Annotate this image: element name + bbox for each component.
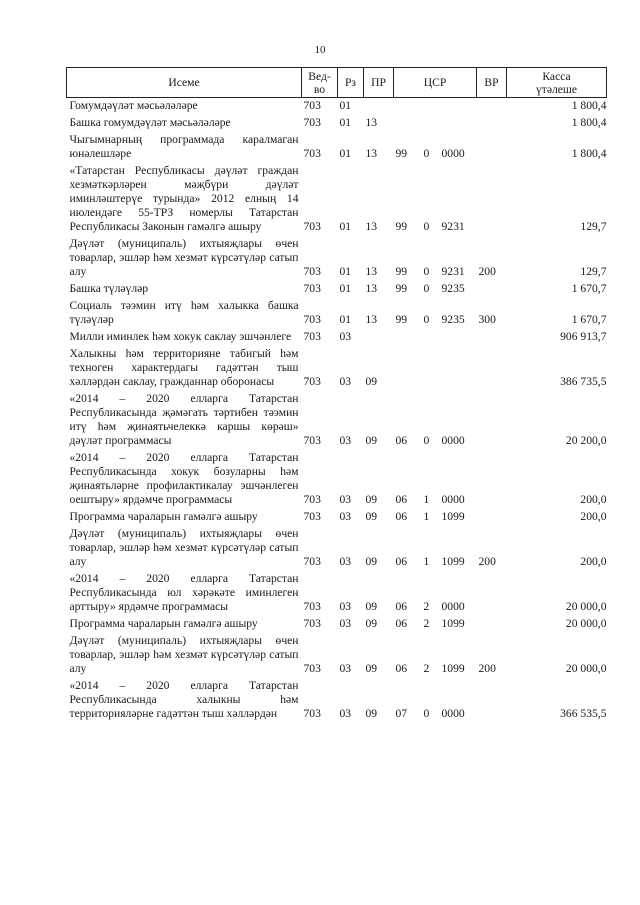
row-csr-subprogram: 0 [423, 220, 430, 233]
row-csr-subprogram: 1 [423, 493, 430, 506]
row-rz: 01 [339, 282, 352, 295]
row-name: Милли иминлек һәм хокук саклау эшчәнлеге [69, 330, 292, 343]
row-ved: 703 [303, 330, 321, 343]
row-name: Башка түләүләр [69, 282, 149, 295]
row-csr-program: 07 [395, 707, 408, 720]
row-rz: 03 [339, 662, 352, 675]
row-name: Программа чараларын гамәлгә ашыру [69, 510, 258, 523]
row-vr [477, 98, 507, 117]
row-csr-subprogram: 1 [423, 555, 430, 568]
row-csr-program [394, 98, 422, 117]
row-csr-subprogram: 2 [423, 617, 430, 630]
row-csr-program: 06 [395, 434, 408, 447]
row-vr [477, 282, 507, 299]
row-rz: 03 [339, 600, 352, 613]
row-rz: 03 [339, 510, 352, 523]
row-pr: 09 [365, 434, 378, 447]
row-csr-subprogram: 0 [423, 147, 430, 160]
row-ved: 703 [303, 99, 321, 112]
header-vr: ВР [477, 68, 507, 98]
row-csr-subprogram: 2 [423, 600, 430, 613]
row-rz: 01 [339, 265, 352, 278]
table-row [67, 679, 607, 724]
table-row [67, 617, 607, 634]
row-csr-direction [440, 347, 477, 392]
row-sum: 200,0 [580, 555, 607, 568]
row-sum: 1 670,7 [571, 313, 607, 326]
table-row [67, 330, 607, 347]
row-sum: 20 200,0 [565, 434, 607, 447]
row-csr-direction: 9235 [441, 313, 465, 326]
row-ved: 703 [303, 265, 321, 278]
row-rz: 01 [339, 313, 352, 326]
row-rz: 03 [339, 493, 352, 506]
row-sum: 386 735,5 [560, 375, 607, 388]
row-ved: 703 [303, 147, 321, 160]
row-sum: 906 913,7 [560, 330, 607, 343]
row-vr [477, 451, 507, 510]
row-name: «2014 – 2020 елларга Татарстан Республикасында халыкны һәм территорияләрне гадәттән тыш хәлләрдән [69, 679, 299, 720]
row-csr-direction [440, 98, 477, 117]
row-ved: 703 [303, 617, 321, 630]
page-number: 10 [314, 44, 326, 56]
row-csr-program: 06 [395, 662, 408, 675]
row-csr-subprogram [422, 116, 440, 133]
row-ved: 703 [303, 375, 321, 388]
row-sum: 1 800,4 [571, 147, 607, 160]
row-ved: 703 [303, 434, 321, 447]
row-rz: 03 [339, 617, 352, 630]
table-row [67, 510, 607, 527]
row-csr-direction: 0000 [441, 434, 465, 447]
row-csr-direction: 9231 [441, 220, 465, 233]
row-csr-program: 06 [395, 510, 408, 523]
table-row [67, 98, 607, 117]
row-pr [364, 330, 394, 347]
row-vr: 200 [478, 265, 496, 278]
row-csr-program: 06 [395, 555, 408, 568]
table-row [67, 527, 607, 572]
row-name: «Татарстан Республикасы дәүләт граждан хезмәткәрләрен мәҗбүри дәүләт иминләштерүе турында» 2012 елның 14 июлендәге 55-ТРЗ номерлы Татарстан Республикасы Законын гамәлгә ашыру [69, 164, 299, 233]
row-csr-program: 99 [395, 147, 408, 160]
row-csr-direction [440, 330, 477, 347]
row-rz: 03 [339, 434, 352, 447]
row-rz: 03 [339, 707, 352, 720]
row-pr: 13 [365, 265, 378, 278]
row-csr-subprogram [422, 330, 440, 347]
table-row [67, 133, 607, 164]
row-pr: 13 [365, 147, 378, 160]
row-vr: 200 [478, 662, 496, 675]
row-csr-program: 06 [395, 600, 408, 613]
row-csr-program [394, 330, 422, 347]
row-pr: 09 [365, 375, 378, 388]
row-ved: 703 [303, 510, 321, 523]
row-sum: 366 535,5 [560, 707, 607, 720]
table-row [67, 299, 607, 330]
row-vr [477, 133, 507, 164]
row-pr: 09 [365, 707, 378, 720]
row-pr: 09 [365, 493, 378, 506]
row-rz: 03 [339, 330, 352, 343]
row-csr-direction: 0000 [441, 600, 465, 613]
row-vr [477, 679, 507, 724]
row-ved: 703 [303, 116, 321, 129]
row-csr-subprogram: 0 [423, 707, 430, 720]
row-vr [477, 164, 507, 237]
row-csr-direction: 1099 [441, 510, 465, 523]
row-pr: 13 [365, 282, 378, 295]
row-vr: 200 [478, 555, 496, 568]
row-rz: 01 [339, 220, 352, 233]
row-csr-subprogram: 0 [423, 434, 430, 447]
row-csr-subprogram: 2 [423, 662, 430, 675]
table-row [67, 634, 607, 679]
row-ved: 703 [303, 282, 321, 295]
row-sum: 20 000,0 [565, 617, 607, 630]
row-csr-subprogram: 0 [423, 265, 430, 278]
row-rz: 01 [339, 99, 352, 112]
row-csr-direction: 1099 [441, 617, 465, 630]
row-csr-program: 99 [395, 282, 408, 295]
row-pr: 09 [365, 555, 378, 568]
row-csr-subprogram: 1 [423, 510, 430, 523]
row-csr-program [394, 116, 422, 133]
table-row [67, 392, 607, 451]
row-pr: 09 [365, 662, 378, 675]
row-ved: 703 [303, 662, 321, 675]
header-sum: Касса үтәлеше [507, 68, 607, 98]
row-name: «2014 – 2020 елларга Татарстан Республикасында юл хәрәкәте иминлеген арттыру» ярдәмче программасы [69, 572, 299, 613]
row-csr-direction: 9231 [441, 265, 465, 278]
table-row [67, 451, 607, 510]
row-name: Чыгымнарның программада каралмаган юнәлешләре [69, 133, 299, 160]
header-rz: Рз [338, 68, 364, 98]
table-row [67, 116, 607, 133]
row-csr-program [394, 347, 422, 392]
row-pr [364, 98, 394, 117]
row-sum: 200,0 [580, 510, 607, 523]
table-header-row [67, 68, 607, 98]
row-pr: 09 [365, 600, 378, 613]
row-csr-subprogram: 0 [423, 313, 430, 326]
table-row [67, 347, 607, 392]
header-csr: ЦСР [394, 68, 477, 98]
row-sum: 129,7 [580, 220, 607, 233]
row-name: Дәүләт (муниципаль) ихтыяҗлары өчен товарлар, эшләр һәм хезмәт күрсәтүләр сатып алу [69, 237, 299, 278]
row-csr-program: 06 [395, 617, 408, 630]
table-row [67, 572, 607, 617]
header-name: Исеме [67, 68, 302, 98]
row-ved: 703 [303, 555, 321, 568]
row-sum: 20 000,0 [565, 600, 607, 613]
row-sum: 1 800,4 [571, 116, 607, 129]
row-ved: 703 [303, 313, 321, 326]
row-name: Гомумдәүләт мәсьәләләре [69, 99, 198, 112]
row-rz: 01 [339, 147, 352, 160]
row-name: «2014 – 2020 елларга Татарстан Республикасында хокук бозуларны һәм җинаятьләрне профилактикалау эшчәнлеген оештыру» ярдәмче программасы [69, 451, 299, 506]
row-csr-subprogram: 0 [423, 282, 430, 295]
row-pr: 09 [365, 617, 378, 630]
row-csr-direction: 0000 [441, 493, 465, 506]
table-row [67, 164, 607, 237]
row-pr: 13 [365, 313, 378, 326]
row-vr [477, 572, 507, 617]
row-csr-direction: 1099 [441, 662, 465, 675]
row-name: Дәүләт (муниципаль) ихтыяҗлары өчен товарлар, эшләр һәм хезмәт күрсәтүләр сатып алу [69, 634, 299, 675]
row-pr: 13 [365, 116, 378, 129]
table-row [67, 282, 607, 299]
row-sum: 129,7 [580, 265, 607, 278]
row-ved: 703 [303, 220, 321, 233]
row-csr-direction: 0000 [441, 147, 465, 160]
row-csr-subprogram [422, 98, 440, 117]
row-vr [477, 392, 507, 451]
row-ved: 703 [303, 600, 321, 613]
row-ved: 703 [303, 493, 321, 506]
row-csr-program: 06 [395, 493, 408, 506]
row-csr-program: 99 [395, 313, 408, 326]
row-csr-direction: 9235 [441, 282, 465, 295]
row-vr [477, 617, 507, 634]
row-vr [477, 510, 507, 527]
row-csr-direction: 0000 [441, 707, 465, 720]
row-csr-direction [440, 116, 477, 133]
row-csr-direction: 1099 [441, 555, 465, 568]
row-name: Халыкны һәм территорияне табигый һәм техноген характердагы гадәттән тыш хәлләрдән саклау, гражданнар оборонасы [69, 347, 299, 388]
table-row [67, 237, 607, 282]
row-sum: 1 800,4 [571, 99, 607, 112]
header-pr: ПР [364, 68, 394, 98]
row-name: Программа чараларын гамәлгә ашыру [69, 617, 258, 630]
row-vr [477, 347, 507, 392]
budget-table [66, 67, 607, 724]
row-name: Дәүләт (муниципаль) ихтыяҗлары өчен товарлар, эшләр һәм хезмәт күрсәтүләр сатып алу [69, 527, 299, 568]
row-vr [477, 116, 507, 133]
row-sum: 20 000,0 [565, 662, 607, 675]
row-csr-program: 99 [395, 220, 408, 233]
row-pr: 09 [365, 510, 378, 523]
row-sum: 1 670,7 [571, 282, 607, 295]
row-vr [477, 330, 507, 347]
row-rz: 03 [339, 555, 352, 568]
row-name: Социаль тәэмин итү һәм халыкка башка түләүләр [69, 299, 299, 326]
row-ved: 703 [303, 707, 321, 720]
row-csr-subprogram [422, 347, 440, 392]
row-csr-program: 99 [395, 265, 408, 278]
row-name: Башка гомумдәүләт мәсьәләләре [69, 116, 231, 129]
row-rz: 01 [339, 116, 352, 129]
row-pr: 13 [365, 220, 378, 233]
row-sum: 200,0 [580, 493, 607, 506]
row-name: «2014 – 2020 елларга Татарстан Республикасында җәмәгать тәртибен тәэмин итү һәм җинаятьчелеккә каршы көрәш» дәүләт программасы [69, 392, 299, 447]
header-ved: Вед- во [302, 68, 338, 98]
row-vr: 300 [478, 313, 496, 326]
table-body [67, 98, 607, 725]
row-rz: 03 [339, 375, 352, 388]
